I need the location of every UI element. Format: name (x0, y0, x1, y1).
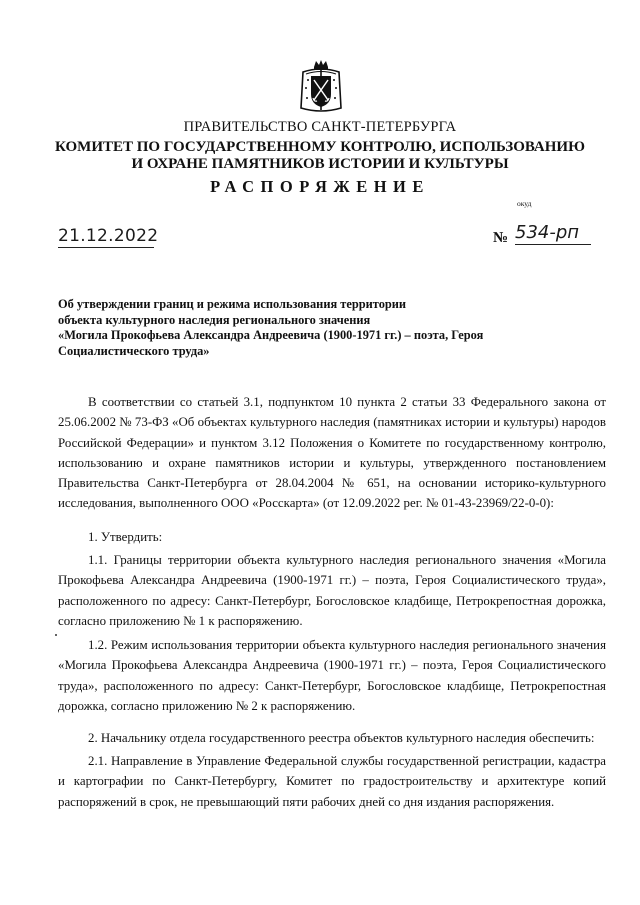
item-1-2 (58, 635, 606, 716)
item-2-text: 2. Начальнику отдела государственного реестра объектов культурного наследия обеспечить: (88, 731, 595, 745)
item-1-2-text: 1.2. Режим использования территории объекта культурного наследия регионального значения «Могила Прокофьева Александра Андреевича (1900-1971 гг.) – поэта, Героя Социалистического труда», расположенного по адресу: Санкт-Петербург, Богословское кладбище, Петрокрепостная дорожка, согласно приложению № 2 к распоряжению. (58, 638, 606, 713)
subject-line: объекта культурного наследия регионального значения (58, 312, 371, 327)
committee-title (0, 139, 640, 173)
item-1-text: 1. Утвердить: (88, 530, 163, 544)
government-title: ПРАВИТЕЛЬСТВО САНКТ-ПЕТЕРБУРГА (183, 119, 457, 135)
item-1-1-text: 1.1. Границы территории объекта культурного наследия регионального значения «Могила Прокофьева Александра Андреевича (1900-1971 гг.) – поэта, Героя Социалистического труда», расположенного по адресу: Санкт-Петербург, Богословское кладбище, Петрокрепостная дорожка, согласно приложению № 1 к распоряжению. (58, 553, 606, 628)
subject-line: Об утверждении границ и режима использования территории (58, 297, 407, 311)
document-type-heading: РАСПОРЯЖЕНИЕ (210, 177, 430, 196)
item-2 (58, 728, 606, 748)
scan-speck (55, 634, 57, 636)
okud-label: окуд (517, 199, 532, 208)
committee-title-line1: КОМИТЕТ ПО ГОСУДАРСТВЕННОМУ КОНТРОЛЮ, ИСПОЛЬЗОВАНИЮ (55, 139, 585, 155)
item-2-1-text: 2.1. Направление в Управление Федеральной службы государственной регистрации, кадастра и картографии по Санкт-Петербургу, Комитет по градостроительству и архитектуре копий распоряжений в срок, не превышающий пяти рабочих дней со дня издания распоряжения. (58, 754, 606, 809)
coat-of-arms-emblem-icon (297, 58, 345, 116)
committee-title-line2: И ОХРАНЕ ПАМЯТНИКОВ ИСТОРИИ И КУЛЬТУРЫ (131, 156, 509, 172)
preamble-paragraph (58, 392, 606, 514)
subject-line: Социалистического труда» (58, 343, 210, 358)
subject-line: «Могила Прокофьева Александра Андреевича (1900-1971 гг.) – поэта, Героя (58, 328, 484, 342)
preamble-text: В соответствии со статьей 3.1, подпунктом 10 пункта 2 статьи 33 Федерального закона от 25.06.2002 № 73-ФЗ «Об объектах культурного наследия (памятниках истории и культуры) народов Российской Федерации» и пунктом 3.12 Положения о Комитете по государственному контролю, использованию и охране памятников истории и культуры, утвержденного постановлением Правительства Санкт-Петербурга от 28.04.2004 № 651, на основании историко-культурного исследования, выполненного ООО «Росскарта» (от 12.09.2022 рег. № 01-43-23969/22-0-0): (58, 395, 606, 511)
item-1 (58, 527, 606, 547)
document-number: 534-рп (515, 222, 591, 245)
item-1-1 (58, 550, 606, 631)
document-subject (58, 297, 528, 359)
item-2-1 (58, 751, 606, 812)
document-number-label: № (493, 230, 509, 246)
document-date: 21.12.2022 (58, 226, 159, 246)
